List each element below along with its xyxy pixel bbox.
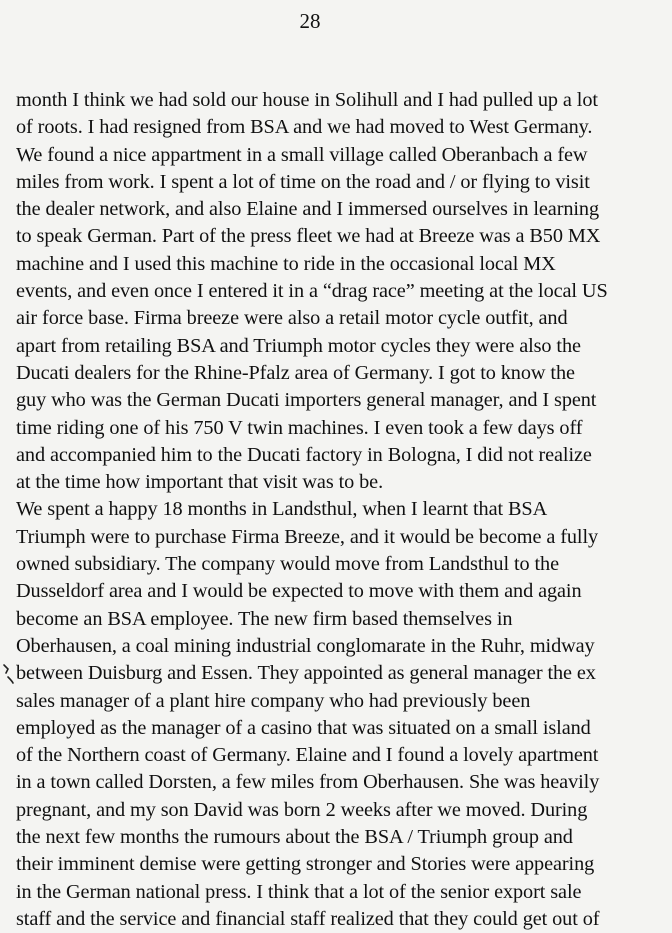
text-line: We found a nice appartment in a small village called Oberanbach a few [16, 143, 588, 166]
page-number: 28 [299, 9, 321, 33]
text-line: their imminent demise were getting stronger and Stories were appearing [16, 853, 595, 876]
text-line: air force base. Firma breeze were also a retail motor cycle outfit, and [16, 307, 568, 330]
text-line: Oberhausen, a coal mining industrial conglomarate in the Ruhr, midway [16, 634, 595, 657]
text-line: month I think we had sold our house in Solihull and I had pulled up a lot [16, 89, 598, 111]
text-line: at the time how important that visit was to be. [16, 471, 384, 494]
text-line: time riding one of his 750 V twin machines. I even took a few days off [16, 416, 583, 439]
text-line: Triumph were to purchase Firma Breeze, and it would be become a fully [16, 525, 599, 548]
text-line: employed as the manager of a casino that was situated on a small island [16, 716, 591, 739]
text-line: become an BSA employee. The new firm based themselves in [16, 607, 513, 630]
text-line: in a town called Dorsten, a few miles from Oberhausen. She was heavily [16, 771, 600, 794]
text-line: the dealer network, and also Elaine and I immersed ourselves in learning [16, 198, 600, 221]
text-line: staff and the service and financial staff realized that they could get out of [16, 907, 600, 930]
text-line: owned subsidiary. The company would move from Landsthul to the [16, 553, 559, 576]
pen-mark-annotation [2, 663, 16, 685]
text-line: of roots. I had resigned from BSA and we had moved to West Germany. [16, 116, 593, 139]
text-line: guy who was the German Ducati importers general manager, and I spent [16, 389, 597, 412]
text-line: We spent a happy 18 months in Landsthul, when I learnt that BSA [16, 498, 548, 521]
text-line: apart from retailing BSA and Triumph motor cycles they were also the [16, 334, 581, 357]
text-line: and accompanied him to the Ducati factory in Bologna, I did not realize [16, 443, 592, 466]
text-line: Dusseldorf area and I would be expected to move with them and again [16, 580, 582, 603]
text-line: miles from work. I spent a lot of time on the road and / or flying to visit [16, 170, 590, 193]
text-line: to speak German. Part of the press fleet we had at Breeze was a B50 MX [16, 225, 601, 248]
text-line: in the German national press. I think that a lot of the senior export sale [16, 880, 582, 903]
body-text [16, 87, 666, 933]
text-line: Ducati dealers for the Rhine-Pfalz area of Germany. I got to know the [16, 361, 575, 384]
text-line: machine and I used this machine to ride in the occasional local MX [16, 252, 556, 275]
text-line: the next few months the rumours about the BSA / Triumph group and [16, 826, 573, 849]
text-line: between Duisburg and Essen. They appointed as general manager the ex [16, 662, 596, 685]
text-line: events, and even once I entered it in a “drag race” meeting at the local US [16, 280, 608, 303]
text-line: of the Northern coast of Germany. Elaine and I found a lovely apartment [16, 744, 599, 767]
text-line: sales manager of a plant hire company who had previously been [16, 689, 531, 712]
text-line: pregnant, and my son David was born 2 weeks after we moved. During [16, 798, 588, 821]
